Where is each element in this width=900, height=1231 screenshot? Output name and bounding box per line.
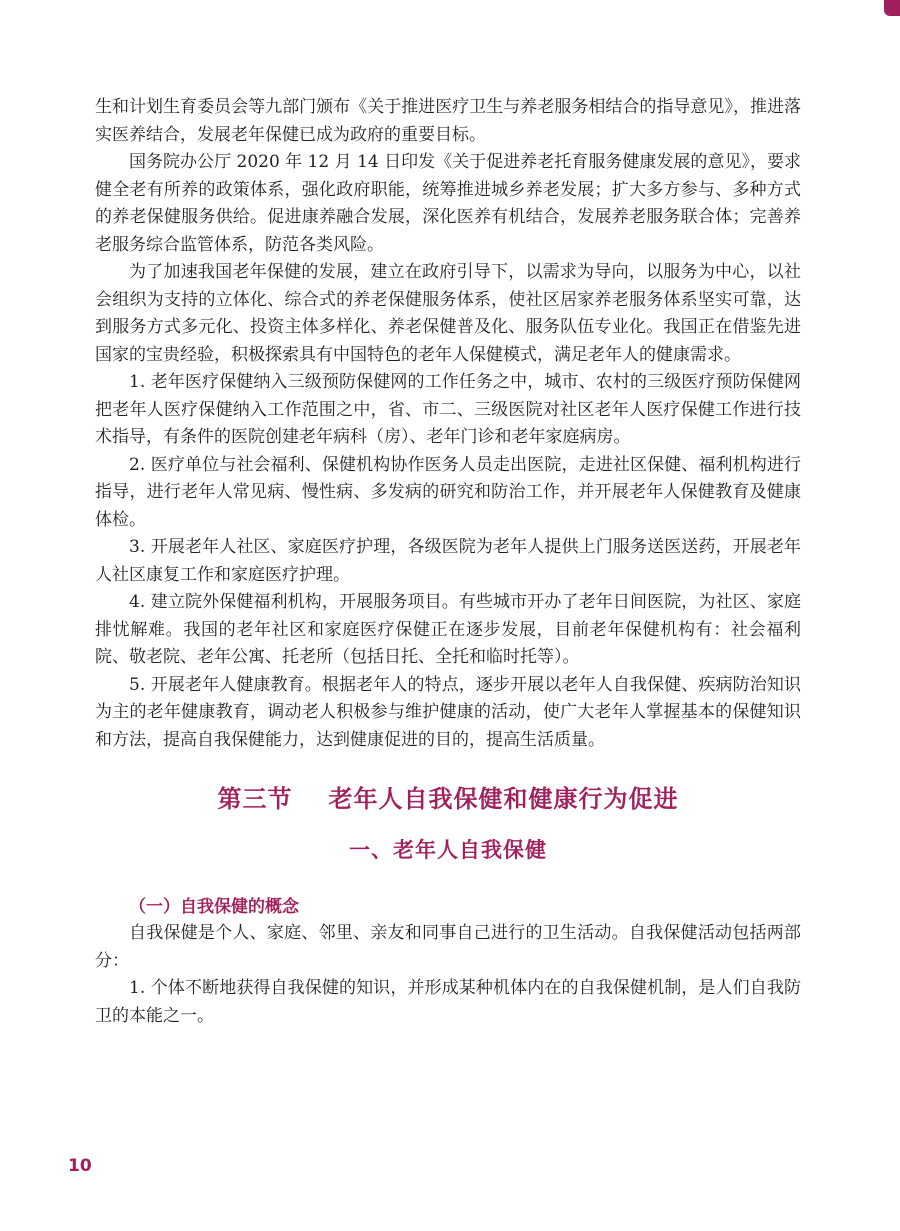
section-title: 老年人自我保健和健康行为促进	[328, 785, 679, 813]
paragraph-continued: 生和计划生育委员会等九部门颁布《关于推进医疗卫生与养老服务相结合的指导意见》，推进落实医养结合，发展老年保健已成为政府的重要目标。	[95, 97, 801, 145]
page-body	[95, 94, 801, 1030]
list-item-paragraph: 5. 开展老年人健康教育。根据老年人的特点，逐步开展以老年人自我保健、疾病防治知识为主的老年健康教育，调动老人积极参与维护健康的活动，使广大老年人掌握基本的保健知识和方法，提高自我保健能力，达到健康促进的目的，提高生活质量。	[95, 674, 801, 750]
section-number: 第三节	[217, 785, 293, 813]
page-number: 10	[68, 1156, 92, 1176]
list-item-paragraph: 3. 开展老年人社区、家庭医疗护理，各级医院为老年人提供上门服务送医送药，开展老年人社区康复工作和家庭医疗护理。	[95, 537, 801, 585]
paragraph: 自我保健是个人、家庭、邻里、亲友和同事自己进行的卫生活动。自我保健活动包括两部分：	[95, 923, 801, 971]
list-item-paragraph: 4. 建立院外保健福利机构，开展服务项目。有些城市开办了老年日间医院，为社区、家庭排忧解难。我国的老年社区和家庭医疗保健正在逐步发展，目前老年保健机构有：社会福利院、敬老院、老年公寓、托老所（包括日托、全托和临时托等）。	[95, 592, 801, 667]
list-item-paragraph: 1. 个体不断地获得自我保健的知识，并形成某种机体内在的自我保健机制，是人们自我防卫的本能之一。	[95, 978, 801, 1026]
list-item-paragraph: 2. 医疗单位与社会福利、保健机构协作医务人员走出医院，走进社区保健、福利机构进行指导，进行老年人常见病、慢性病、多发病的研究和防治工作，并开展老年人保健教育及健康体检。	[95, 454, 801, 530]
paragraph: 国务院办公厅 2020 年 12 月 14 日印发《关于促进养老托育服务健康发展的意见》，要求健全老有所养的政策体系，强化政府职能，统筹推进城乡养老发展；扩大多方参与、多种方式的养老保健服务供给。促进康养融合发展，深化医养有机结合，发展养老服务联合体；完善养老服务综合监管体系，防范各类风险。	[95, 152, 801, 255]
section-heading	[95, 782, 801, 816]
paragraph: 为了加速我国老年保健的发展，建立在政府引导下，以需求为导向，以服务为中心，以社会组织为支持的立体化、综合式的养老保健服务体系，使社区居家养老服务体系坚实可靠，达到服务方式多元化、投资主体多样化、养老保健普及化、服务队伍专业化。我国正在借鉴先进国家的宝贵经验，积极探索具有中国特色的老年人保健模式，满足老年人的健康需求。	[95, 262, 801, 365]
corner-tab-mark	[884, 0, 900, 16]
subsubsection-heading: （一）自我保健的概念	[129, 897, 299, 917]
subsection-heading: 一、老年人自我保健	[349, 838, 547, 862]
list-item-paragraph: 1. 老年医疗保健纳入三级预防保健网的工作任务之中，城市、农村的三级医疗预防保健网把老年人医疗保健纳入工作范围之中，省、市二、三级医院对社区老年人医疗保健工作进行技术指导，有条件的医院创建老年病科（房）、老年门诊和老年家庭病房。	[95, 372, 801, 447]
